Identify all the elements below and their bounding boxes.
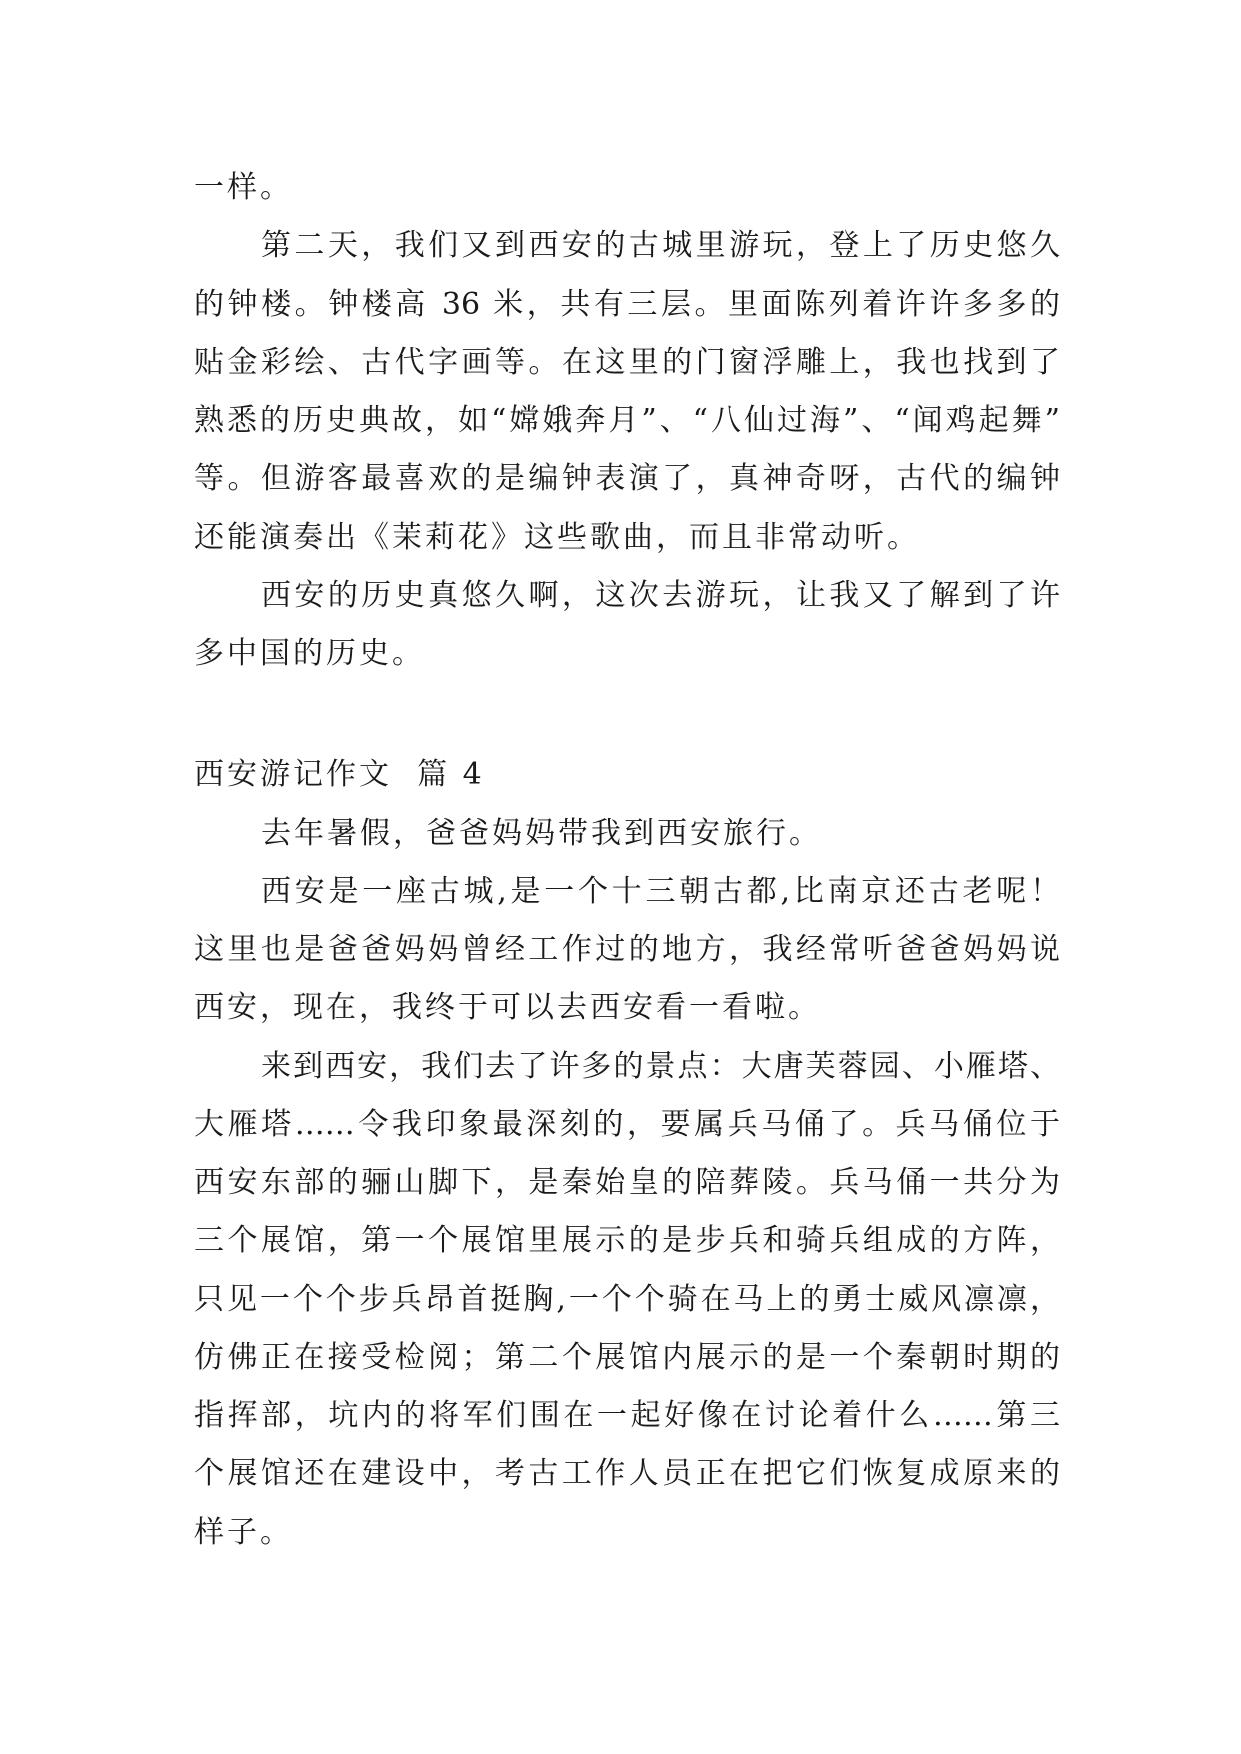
text-line: 第二天，我们又到西安的古城里游玩，登上了历史悠久 <box>261 228 1060 264</box>
text-line: 大雁塔……令我印象最深刻的，要属兵马俑了。兵马俑位于 <box>194 1106 1060 1142</box>
text-line: 个展馆还在建设中，考古工作人员正在把它们恢复成原来的 <box>194 1456 1060 1492</box>
text-line: 样子。 <box>194 1514 293 1550</box>
text-line: 的钟楼。钟楼高 36 米，共有三层。里面陈列着许许多多的 <box>194 286 1060 322</box>
text-line: 西安东部的骊山脚下，是秦始皇的陪葬陵。兵马俑一共分为 <box>194 1165 1060 1200</box>
text-line: 三个展馆，第一个展馆里展示的是步兵和骑兵组成的方阵， <box>194 1223 1060 1259</box>
paragraph <box>194 567 1060 684</box>
text-line: 熟悉的历史典故，如“嫦娥奔月”、“八仙过海”、“闻鸡起舞” <box>194 403 1060 438</box>
section-title: 西安游记作文 篇 4 <box>194 757 485 793</box>
text-line: 仿佛正在接受检阅；第二个展馆内展示的是一个秦朝时期的 <box>194 1339 1060 1375</box>
text-line: 只见一个个步兵昂首挺胸,一个个骑在马上的勇士威风凛凛， <box>194 1281 1060 1317</box>
text-line: 还能演奏出《茉莉花》这些歌曲，而且非常动听。 <box>194 519 920 555</box>
text-line: 西安是一座古城,是一个十三朝古都,比南京还古老呢！ <box>261 873 1060 909</box>
paragraph <box>194 1038 1060 1562</box>
text-line: 西安，现在，我终于可以去西安看一看啦。 <box>194 990 821 1026</box>
text-line: 指挥部，坑内的将军们围在一起好像在讨论着什么……第三 <box>194 1398 1060 1433</box>
paragraph <box>194 217 1060 567</box>
text-line: 这里也是爸爸妈妈曾经工作过的地方，我经常听爸爸妈妈说 <box>194 932 1060 967</box>
text-line: 一样。 <box>194 170 293 205</box>
text-line: 西安的历史真悠久啊，这次去游玩，让我又了解到了许 <box>261 577 1060 613</box>
section-gap <box>194 683 1060 746</box>
paragraph <box>194 159 1060 217</box>
text-line: 去年暑假，爸爸妈妈带我到西安旅行。 <box>261 815 822 851</box>
text-line: 多中国的历史。 <box>194 636 425 671</box>
paragraph <box>194 805 1060 863</box>
text-line: 等。但游客最喜欢的是编钟表演了，真神奇呀，古代的编钟 <box>194 461 1060 497</box>
text-line: 来到西安，我们去了许多的景点：大唐芙蓉园、小雁塔、 <box>261 1048 1060 1084</box>
text-line: 贴金彩绘、古代字画等。在这里的门窗浮雕上，我也找到了 <box>194 344 1060 380</box>
paragraph <box>194 863 1060 1038</box>
document-body <box>194 159 1060 1562</box>
